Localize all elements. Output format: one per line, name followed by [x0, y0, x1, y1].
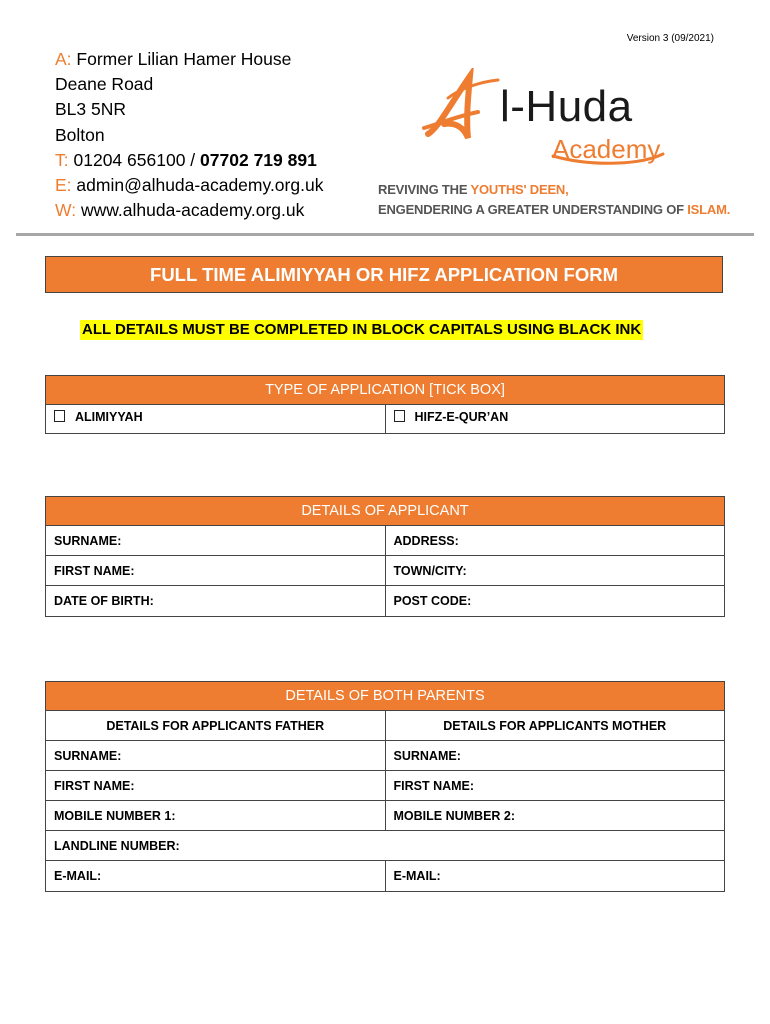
address-line: Deane Road — [55, 74, 154, 95]
mother-first-name-field[interactable]: FIRST NAME: — [385, 771, 725, 800]
tagline: REVIVING THE YOUTHS' DEEN, ENGENDERING A GREATER UNDERSTANDING OF ISLAM. — [378, 182, 731, 217]
applicant-town-field[interactable]: TOWN/CITY: — [385, 556, 725, 585]
landline-number-field[interactable]: LANDLINE NUMBER: — [54, 838, 180, 853]
table-row — [46, 771, 724, 801]
form-title: FULL TIME ALIMIYYAH OR HIFZ APPLICATION FORM — [45, 256, 723, 293]
option-alimiyyah[interactable]: ALIMIYYAH — [46, 405, 385, 433]
checkbox-icon[interactable] — [394, 410, 405, 422]
contact-block — [55, 47, 323, 223]
address-line: A: Former Lilian Hamer House — [55, 49, 292, 69]
table-header: TYPE OF APPLICATION [TICK BOX] — [46, 376, 724, 405]
email-line: E: admin@alhuda-academy.org.uk — [55, 175, 324, 196]
applicant-surname-field[interactable]: SURNAME: — [54, 533, 122, 548]
table-row — [46, 861, 724, 891]
applicant-postcode-field[interactable]: POST CODE: — [385, 586, 725, 616]
applicant-address-field[interactable]: ADDRESS: — [385, 526, 725, 555]
logo-sub-text: Academy — [552, 134, 661, 164]
mother-surname-field[interactable]: SURNAME: — [385, 741, 725, 770]
address-line: BL3 5NR — [55, 99, 127, 120]
table-row — [46, 711, 724, 741]
version-label: Version 3 (09/2021) — [626, 33, 714, 44]
applicant-dob-field[interactable]: DATE OF BIRTH: — [54, 594, 154, 608]
table-header: DETAILS OF BOTH PARENTS — [46, 682, 724, 711]
table-row — [46, 556, 724, 586]
mother-email-field[interactable]: E-MAIL: — [385, 861, 725, 891]
parents-details-table — [45, 681, 725, 892]
applicant-details-table — [45, 496, 725, 617]
logo-main-text: l-Huda — [500, 82, 633, 131]
table-row — [46, 405, 724, 433]
father-column-header: DETAILS FOR APPLICANTS FATHER — [106, 718, 325, 733]
telephone-line: T: 01204 656100 / 07702 719 891 — [55, 149, 317, 170]
option-hifz[interactable]: HIFZ-E-QUR’AN — [385, 405, 725, 433]
mobile-number-2-field[interactable]: MOBILE NUMBER 2: — [385, 801, 725, 830]
applicant-first-name-field[interactable]: FIRST NAME: — [54, 563, 135, 578]
table-row — [46, 526, 724, 556]
header-divider — [16, 233, 754, 236]
application-type-table — [45, 375, 725, 434]
table-row — [46, 801, 724, 831]
father-surname-field[interactable]: SURNAME: — [54, 748, 122, 763]
email-link[interactable]: admin@alhuda-academy.org.uk — [76, 175, 324, 196]
mother-column-header: DETAILS FOR APPLICANTS MOTHER — [385, 711, 725, 740]
father-first-name-field[interactable]: FIRST NAME: — [54, 778, 135, 793]
father-email-field[interactable]: E-MAIL: — [54, 869, 102, 883]
table-row — [46, 586, 724, 616]
website-line: W: www.alhuda-academy.org.uk — [55, 200, 305, 221]
address-line: Bolton — [55, 124, 105, 145]
checkbox-icon[interactable] — [54, 410, 65, 422]
website-link[interactable]: www.alhuda-academy.org.uk — [80, 200, 305, 221]
table-row — [46, 741, 724, 771]
table-row — [46, 831, 724, 861]
instruction-text: ALL DETAILS MUST BE COMPLETED IN BLOCK CAPITALS USING BLACK INK — [82, 321, 642, 338]
table-header: DETAILS OF APPLICANT — [46, 497, 724, 526]
mobile-number-1-field[interactable]: MOBILE NUMBER 1: — [54, 808, 176, 823]
